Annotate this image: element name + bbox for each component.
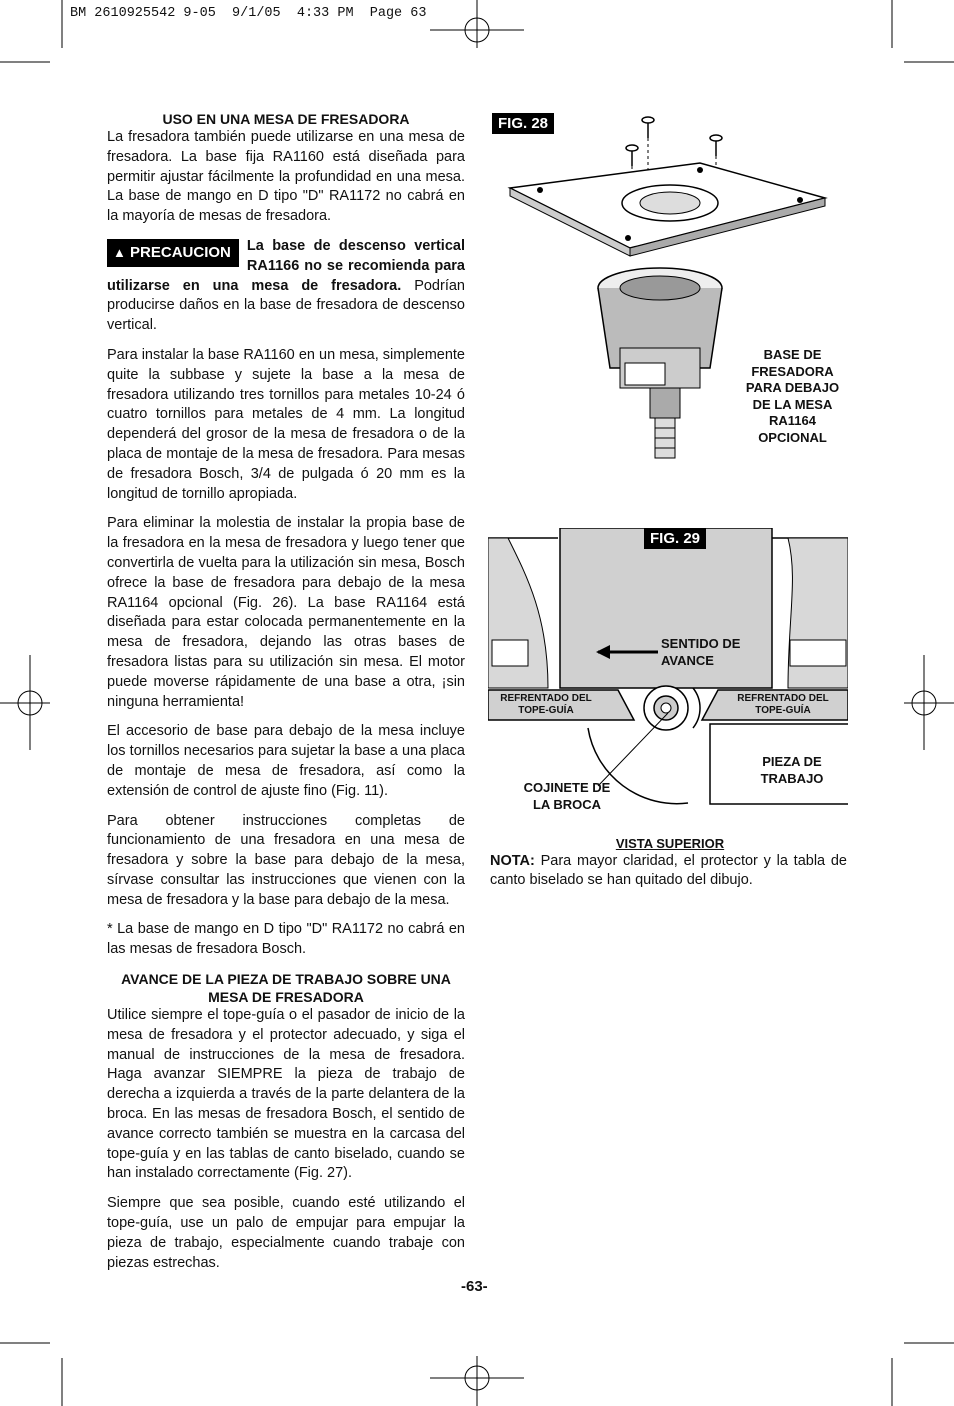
warning-text: Podrían producirse daños en la base de fresadora de descenso vertical.	[107, 277, 465, 334]
fig29-label: FIG. 29	[644, 528, 706, 549]
paragraph: La fresadora también puede utilizarse en una mesa de fresadora. La base fija RA1160 está diseñada para permitir ajustar fácilmente la profundidad en una mesa. La base de mango en D tipo "D" RA1172 no cabrá en la mayoría de mesas de fresadora.	[107, 129, 465, 225]
warning-label: PRECAUCION	[130, 243, 231, 261]
fig29-fence-right-label: REFRENTADO DEL TOPE-GUÍA	[737, 693, 829, 716]
fig29-view-label: VISTA SUPERIOR	[615, 836, 725, 851]
fig29-workpiece-label: PIEZA DE TRABAJO	[760, 754, 824, 786]
paragraph: El accesorio de base para debajo de la mesa incluye los tornillos necesarios para sujetar la base a una placa de montaje de mesa de fresadora, así como la extensión de control de ajuste fino (Fig. 11).	[107, 723, 465, 799]
fig28-caption: BASE DE FRESADORA PARA DEBAJO DE LA MESA RA1164 OPCIONAL	[745, 347, 840, 445]
fig29-bearing-label: COJINETE DE LA BROCA	[523, 780, 611, 812]
left-column	[107, 110, 465, 1283]
warning-bold-text: La base de descenso vertical RA1166 no se recomienda para utilizarse en una mesa de fresadora.	[107, 237, 465, 294]
paragraph: Para eliminar la molestia de instalar la propia base de la fresadora en la mesa de fresadora y luego tener que convertirla de vuelta para la utilización sin mesa, Bosch ofrece la base de fresadora para debajo de la mesa RA1164 opcional (Fig. 26). La base RA1164 está diseñada para estar colocada permanentemente en la mesa de fresadora, dejando las otras bases de fresadora listas para su utilización sin mesa. El motor puede moverse rápidamente de una base a otra, ¡sin ninguna herramienta!	[107, 515, 465, 710]
fig29-direction-label: SENTIDO DE AVANCE	[661, 636, 741, 668]
fig28-label: FIG. 28	[492, 113, 554, 134]
note-label: NOTA:	[490, 853, 535, 869]
warning-badge	[107, 239, 239, 267]
paragraph: Utilice siempre el tope-guía o el pasador de inicio de la mesa de fresadora y el protector adecuado, y siga el manual de instrucciones de la mesa de fresadora. Haga avanzar SIEMPRE la pieza de trabajo de derecha a izquierda a través de la parte delantera de la broca. En las mesas de fresadora Bosch, el sentido de avance correcto también se muestra en la carcasa del tope-guía y en las tablas de canto biselado, cuando se han instalado correctamente (Fig. 27).	[107, 1007, 465, 1182]
page-number: -63-	[461, 1278, 488, 1295]
paragraph: * La base de mango en D tipo "D" RA1172 no cabrá en las mesas de fresadora Bosch.	[107, 921, 465, 958]
paragraph: Para obtener instrucciones completas de funcionamiento de una fresadora en una mesa de fresadora y sobre la base para debajo de la mesa, sírvase consultar las instrucciones que vienen con la mesa de fresadora y la base para debajo de la mesa.	[107, 812, 465, 908]
fig29-fence-left-label: REFRENTADO DEL TOPE-GUÍA	[500, 693, 592, 716]
warning-block	[107, 237, 465, 336]
paragraph: Siempre que sea posible, cuando esté utilizando el tope-guía, use un palo de empujar para empujar la pieza de trabajo, especialmente cuando trabaje con piezas estrechas.	[107, 1195, 465, 1271]
print-slug: BM 2610925542 9-05 9/1/05 4:33 PM Page 63	[70, 6, 427, 21]
note	[490, 852, 847, 890]
section-heading-feed: AVANCE DE LA PIEZA DE TRABAJO SOBRE UNA MESA DE FRESADORA	[121, 971, 451, 1006]
paragraph: Para instalar la base RA1160 en un mesa, simplemente quite la subbase y sujete la base a la mesa de fresadora utilizando tres tornillos para metales 10-24 ó cuatro tornillos para metales de 4 mm. La longitud dependerá del grosor de la mesa de fresadora o de la placa de montaje de la mesa de fresadora. Para mesas de fresadora Bosch, 3/4 de pulgada ó 20 mm es la longitud de tornillo apropiada.	[107, 346, 465, 502]
section-heading-table-use: USO EN UNA MESA DE FRESADORA	[162, 111, 410, 127]
warning-triangle-icon: ▲	[113, 244, 126, 260]
note-text: Para mayor claridad, el protector y la tabla de canto biselado se han quitado del dibujo.	[490, 853, 847, 888]
